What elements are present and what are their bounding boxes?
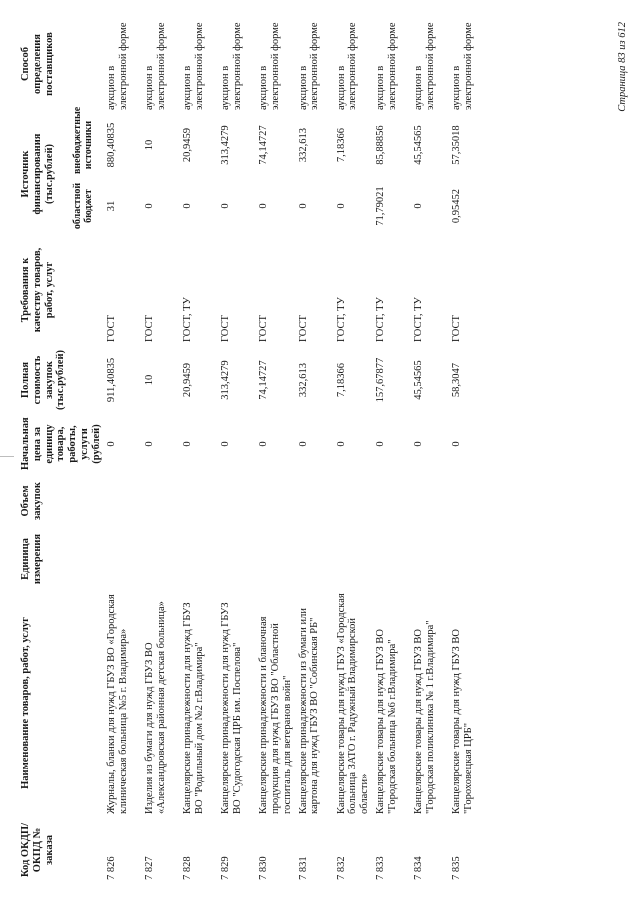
row-requirements: ГОСТ	[450, 315, 462, 342]
row-volume	[218, 473, 256, 529]
row-method: аукцион в электронной форме	[450, 22, 474, 110]
row-code: 7 827	[144, 856, 156, 880]
row-funding-regional: 0	[220, 203, 232, 209]
header-method: Способ определения поставщиков	[20, 32, 55, 96]
row-funding-extra: 74,14727	[258, 125, 270, 165]
row-funding-regional: 0	[144, 203, 156, 209]
row-total-cost: 157,67877	[374, 357, 386, 403]
row-total-cost: 313,4279	[220, 360, 232, 400]
row-unit-price: 0	[106, 441, 118, 447]
header-funding-extra: внебюджетные источники	[71, 106, 94, 174]
row-method: аукцион в электронной форме	[374, 22, 398, 110]
row-unit	[334, 529, 373, 589]
row-method: аукцион в электронной форме	[182, 22, 205, 110]
header-name: Наименование товаров, работ, услуг	[20, 617, 31, 789]
row-code: 7 826	[106, 856, 118, 880]
row-unit-price: 0	[374, 441, 386, 447]
row-requirements: ГОСТ, ТУ	[374, 297, 386, 342]
row-unit	[296, 529, 334, 589]
row-unit-price: 0	[297, 441, 309, 447]
procurement-table	[18, 15, 487, 883]
row-requirements: ГОСТ	[258, 315, 270, 342]
table-row	[373, 15, 411, 883]
row-funding-regional: 0,95452	[450, 188, 462, 224]
row-unit-price: 0	[412, 441, 424, 447]
row-code: 7 830	[258, 856, 270, 880]
row-volume	[256, 473, 295, 529]
row-funding-regional: 0	[297, 203, 309, 209]
row-funding-regional: 0	[258, 203, 270, 209]
row-unit	[104, 529, 142, 589]
row-code: 7 829	[220, 856, 232, 880]
row-name: Журналы, бланки для нужд ГБУЗ ВО «Городская клиническая больница №5 г. Владимира»	[106, 594, 129, 814]
row-funding-extra: 20,9459	[182, 127, 194, 163]
row-unit	[218, 529, 256, 589]
row-funding-extra: 7,18366	[335, 127, 347, 163]
row-funding-regional: 71,79021	[374, 186, 386, 226]
header-unit-price: Начальная цена за единицу товара, работы, услуги (рублей)	[20, 417, 102, 470]
row-total-cost: 58,3047	[450, 362, 462, 398]
row-name: Канцелярские принадлежности и бланочная продукция для нужд ГБУЗ ВО "Областной госпиталь для ветеранов войн"	[258, 616, 293, 814]
row-unit	[411, 529, 449, 589]
fold-mark	[0, 456, 14, 457]
table-body	[104, 15, 487, 883]
row-volume	[411, 473, 449, 529]
row-unit	[142, 529, 180, 589]
table-row	[142, 15, 180, 883]
row-code: 7 835	[450, 856, 462, 880]
row-volume	[449, 473, 487, 529]
row-unit	[180, 529, 218, 589]
row-method: аукцион в электронной форме	[220, 22, 243, 110]
row-total-cost: 332,613	[297, 362, 309, 398]
header-funding-regional: областной бюджет	[71, 182, 94, 230]
row-volume	[180, 473, 218, 529]
row-unit-price: 0	[258, 441, 270, 447]
row-total-cost: 74,14727	[258, 360, 270, 400]
row-unit	[256, 529, 295, 589]
row-requirements: ГОСТ	[144, 315, 156, 342]
row-volume	[334, 473, 373, 529]
page-number: Страница 83 из 612	[617, 22, 628, 112]
table-row	[296, 15, 334, 883]
row-name: Канцелярские принадлежности для нужд ГБУЗ ВО "Родильный дом №2 г.Владимира"	[182, 602, 205, 814]
row-total-cost: 911,40835	[106, 357, 118, 403]
row-unit-price: 0	[335, 441, 347, 447]
row-name: Канцелярские товары для нужд ГБУЗ ВО "Городская больница №6 г.Владимира"	[374, 628, 398, 814]
row-code: 7 834	[412, 856, 424, 880]
row-method: аукцион в электронной форме	[258, 22, 281, 110]
header-funding: Источник финансирования (тыс.рублей)	[20, 133, 55, 215]
table-row	[218, 15, 256, 883]
row-funding-regional: 0	[335, 203, 347, 209]
row-name: Канцелярские товары для нужд ГБУЗ «Городская больница ЗАТО г. Радужный Владимирской области»	[335, 593, 370, 814]
row-volume	[104, 473, 142, 529]
row-volume	[296, 473, 334, 529]
row-code: 7 828	[182, 856, 194, 880]
row-funding-regional: 0	[412, 203, 424, 209]
row-name: Канцелярские товары для нужд ГБУЗ ВО "Городская поликлиника № 1 г.Владимира"	[412, 620, 436, 814]
row-funding-extra: 313,4279	[220, 125, 232, 165]
row-total-cost: 7,18366	[335, 362, 347, 398]
table-row	[104, 15, 142, 883]
row-method: аукцион в электронной форме	[106, 22, 129, 110]
row-unit-price: 0	[220, 441, 232, 447]
row-method: аукцион в электронной форме	[412, 22, 436, 110]
row-requirements: ГОСТ	[106, 315, 118, 342]
row-unit	[373, 529, 411, 589]
row-funding-extra: 85,88856	[374, 125, 386, 165]
row-method: аукцион в электронной форме	[335, 22, 359, 110]
row-volume	[142, 473, 180, 529]
table-row	[334, 15, 373, 883]
row-name: Изделия из бумаги для нужд ГБУЗ ВО «Александровская районная детская больница»	[144, 601, 167, 814]
table-row	[180, 15, 218, 883]
header-requirements: Требования к качеству товаров, работ, услуг	[20, 247, 55, 333]
table-row	[449, 15, 487, 883]
table-row	[411, 15, 449, 883]
table-row	[256, 15, 295, 883]
row-method: аукцион в электронной форме	[297, 22, 321, 110]
row-funding-regional: 0	[182, 203, 194, 209]
table-header	[18, 15, 104, 883]
row-name: Канцелярские принадлежности для нужд ГБУЗ ВО "Судогодская ЦРБ им. Поспелова"	[220, 602, 243, 814]
row-unit-price: 0	[182, 441, 194, 447]
row-total-cost: 45,54565	[412, 360, 424, 400]
row-unit-price: 0	[450, 441, 462, 447]
row-code: 7 831	[297, 856, 309, 880]
row-requirements: ГОСТ	[220, 315, 232, 342]
row-requirements: ГОСТ, ТУ	[335, 297, 347, 342]
row-funding-extra: 57,35018	[450, 125, 462, 165]
row-total-cost: 20,9459	[182, 362, 194, 398]
row-requirements: ГОСТ, ТУ	[182, 297, 194, 342]
row-funding-regional: 31	[106, 200, 118, 212]
row-requirements: ГОСТ	[297, 315, 309, 342]
row-funding-extra: 880,40835	[106, 122, 118, 168]
header-total-cost: Полная стоимость закупок (тыс.рублей)	[20, 349, 67, 411]
header-code: Код ОКДП/ ОКПД № заказа	[20, 822, 55, 878]
row-funding-extra: 45,54565	[412, 125, 424, 165]
row-code: 7 832	[335, 856, 347, 880]
header-unit: Единица измерения	[20, 533, 43, 585]
row-code: 7 833	[374, 856, 386, 880]
row-funding-extra: 10	[144, 139, 156, 151]
row-volume	[373, 473, 411, 529]
row-name: Канцелярские товары для нужд ГБУЗ ВО "Гороховецкая ЦРБ"	[450, 628, 474, 814]
row-funding-extra: 332,613	[297, 127, 309, 163]
row-total-cost: 10	[144, 374, 156, 386]
header-volume: Объем закупок	[20, 482, 43, 520]
row-name: Канцелярские принадлежности из бумаги или картона для нужд ГБУЗ ВО "Собинская РБ"	[297, 607, 321, 814]
row-unit-price: 0	[144, 441, 156, 447]
row-requirements: ГОСТ, ТУ	[412, 297, 424, 342]
row-method: аукцион в электронной форме	[144, 22, 167, 110]
row-unit	[449, 529, 487, 589]
